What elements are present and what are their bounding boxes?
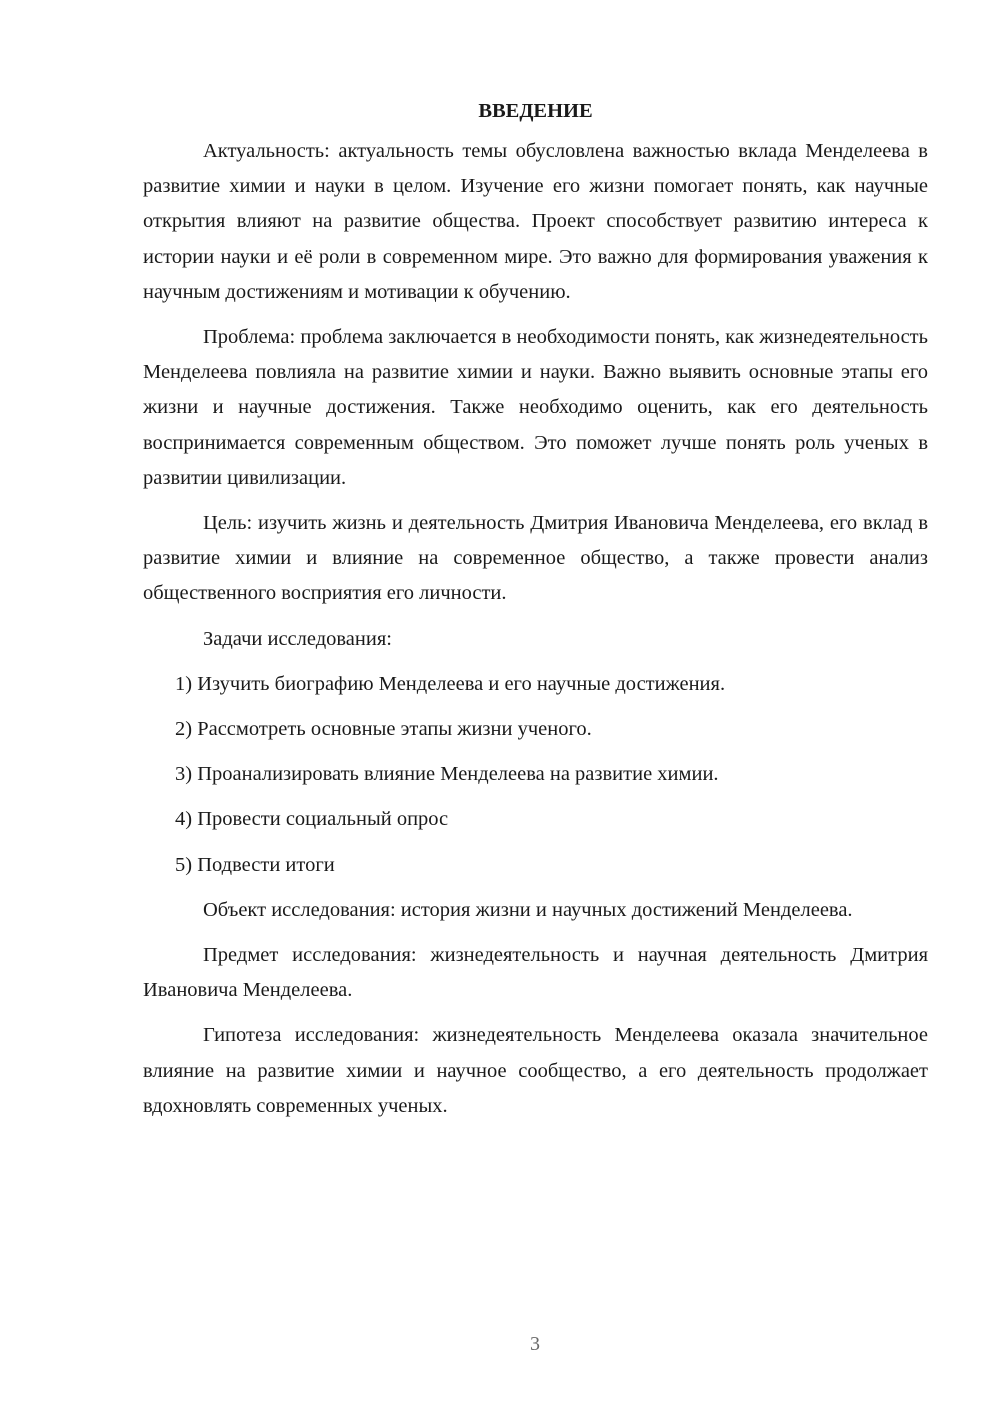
tasks-heading: Задачи исследования: [203, 627, 392, 650]
task-item: 1) Изучить биографию Менделеева и его научные достижения. [175, 672, 726, 695]
task-item: 4) Провести социальный опрос [175, 808, 449, 831]
paragraph-subject: Предмет исследования: жизнедеятельность и научная деятельность Дмитрия Ивановича Менделеева. [143, 944, 928, 1002]
task-item: 5) Подвести итоги [175, 853, 335, 876]
document-page [143, 96, 928, 1134]
task-item: 2) Рассмотреть основные этапы жизни ученого. [175, 718, 592, 741]
page-number: 3 [530, 1333, 540, 1355]
task-list [143, 667, 928, 883]
paragraph-problem: Проблема: проблема заключается в необходимости понять, как жизнедеятельность Менделеева повлияла на развитие химии и науки. Важно выявить основные этапы его жизни и научные достижения. Также необходимо оценить, как его деятельность воспринимается современным обществом. Это поможет лучше понять роль ученых в развитии цивилизации. [143, 326, 928, 489]
paragraph-goal: Цель: изучить жизнь и деятельность Дмитрия Ивановича Менделеева, его вклад в развитие химии и влияние на современное общество, а также провести анализ общественного восприятия его личности. [143, 512, 928, 605]
paragraph-relevance: Актуальность: актуальность темы обусловлена важностью вклада Менделеева в развитие химии и науки в целом. Изучение его жизни помогает понять, как научные открытия влияют на развитие общества. Проект способствует развитию интереса к истории науки и её роли в современном мире. Это важно для формирования уважения к научным достижениям и мотивации к обучению. [143, 140, 928, 303]
paragraph-hypothesis: Гипотеза исследования: жизнедеятельность Менделеева оказала значительное влияние на развитие химии и научное сообщество, а его деятельность продолжает вдохновлять современных ученых. [143, 1024, 928, 1117]
section-title: ВВЕДЕНИЕ [478, 100, 593, 122]
task-item: 3) Проанализировать влияние Менделеева на развитие химии. [175, 763, 719, 786]
paragraph-object: Объект исследования: история жизни и научных достижений Менделеева. [203, 898, 853, 921]
